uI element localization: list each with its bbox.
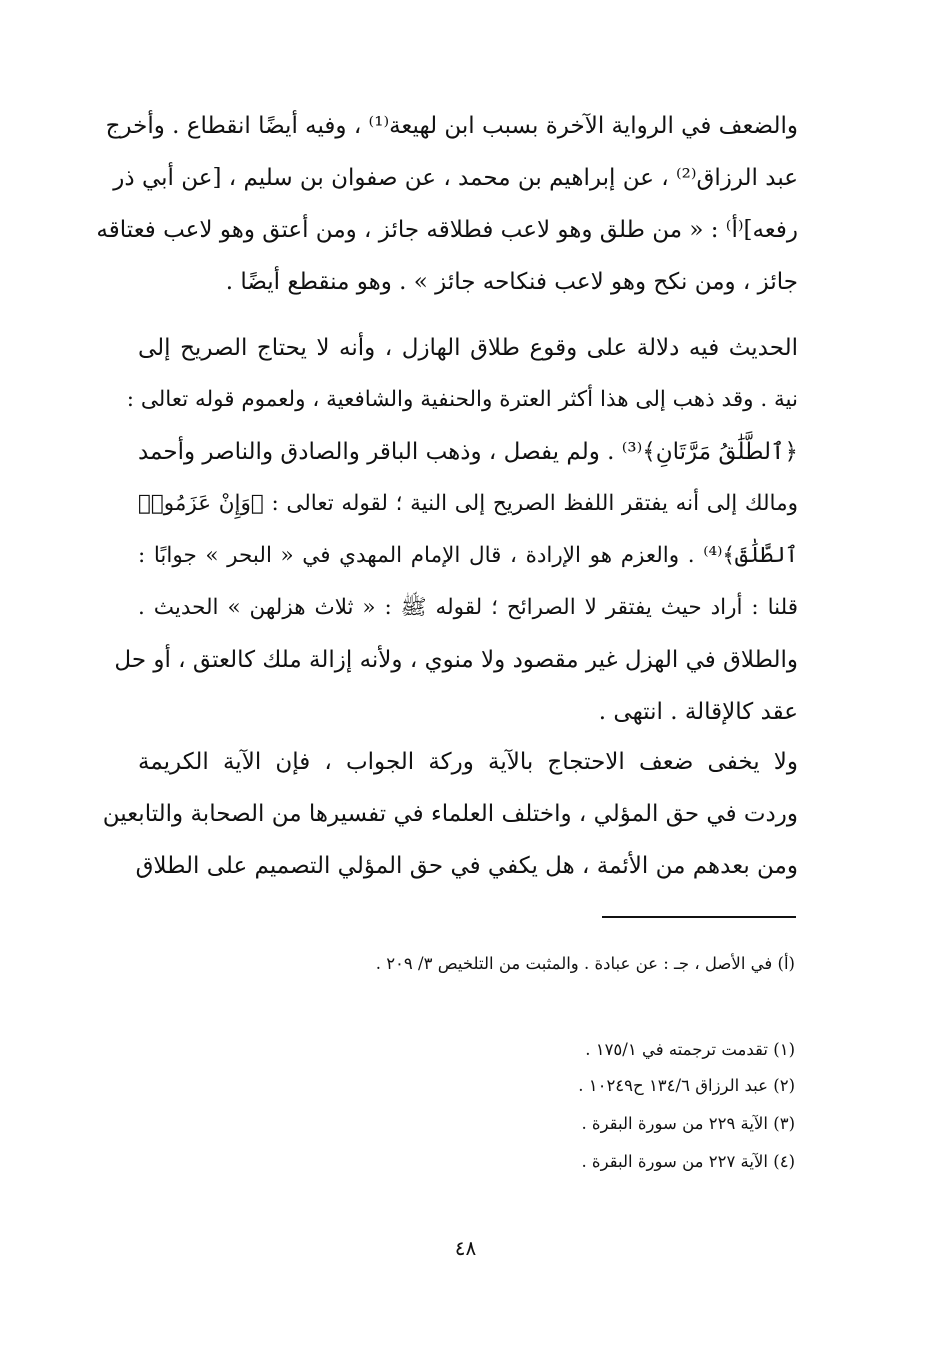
text-line: ومن بعدهم من الأئمة ، هل يكفي في حق المؤلي التصميم على الطلاق [135, 853, 798, 879]
body-paragraph-3 [102, 740, 798, 888]
text-line: رفعه]⁽أ⁾ : « من طلق وهو لاعب فطلاقه جائز ، ومن أعتق وهو لاعب فعتاقه [96, 217, 798, 243]
text-line: عبد الرزاق⁽²⁾ ، عن إبراهيم بن محمد ، عن صفوان بن سليم ، [عن أبي ذر [113, 165, 798, 191]
footnote-1: (١) تقدمت ترجمته في ١٧٥/١ . [585, 1040, 795, 1059]
text-line: ﴿ٱلطَّلَٰقُ مَرَّتَانِ﴾⁽³⁾ . ولم يفصل ، وذهب الباقر والصادق والناصر وأحمد [137, 439, 798, 465]
text-line: ٱلطَّلَٰقَ﴾⁽⁴⁾ . والعزم هو الإرادة ، قال الإمام المهدي في « البحر » جوابًا : [138, 543, 798, 568]
editor-note: (أ) في الأصل ، جـ : عن عبادة . والمثبت من التلخيص ٣/ ٢٠٩ . [375, 954, 795, 973]
footnote-2: (٢) عبد الرزاق ١٣٤/٦ ح١٠٢٤٩ . [578, 1076, 795, 1095]
page-number: ٤٨ [454, 1236, 477, 1260]
footnote-4: (٤) الآية ٢٢٧ من سورة البقرة . [581, 1152, 795, 1171]
text-line: نية . وقد ذهب إلى هذا أكثر العترة والحنفية والشافعية ، ولعموم قوله تعالى : [126, 387, 798, 412]
text-line: وردت في حق المؤلي ، واختلف العلماء في تفسيرها من الصحابة والتابعين [102, 801, 798, 827]
text-line: والضعف في الرواية الآخرة بسبب ابن لهيعة⁽¹⁾ ، وفيه أيضًا انقطاع . وأخرج [105, 113, 798, 139]
text-line: جائز ، ومن نكح وهو لاعب فنكاحه جائز » . وهو منقطع أيضًا . [225, 269, 798, 295]
footnote-3: (٣) الآية ٢٢٩ من سورة البقرة . [581, 1114, 795, 1133]
text-line: والطلاق في الهزل غير مقصود ولا منوي ، ولأنه إزالة ملك كالعتق ، أو حل [114, 647, 798, 673]
text-line: عقد كالإقالة . انتهى . [598, 699, 798, 725]
body-paragraph-1 [96, 104, 798, 300]
text-line: ولا يخفى ضعف الاحتجاج بالآية وركة الجواب ، فإن الآية الكريمة [138, 749, 798, 775]
text-line: الحديث فيه دلالة على وقوع طلاق الهازل ، وأنه لا يحتاج الصريح إلى [138, 335, 798, 361]
text-line: قلنا : أراد حيث يفتقر لا الصرائح ؛ لقوله ﷺ : « ثلاث هزلهن » الحديث . [138, 595, 798, 620]
body-paragraph-2 [114, 326, 798, 726]
text-line: ومالك إلى أنه يفتقر اللفظ الصريح إلى النية ؛ لقوله تعالى : ﴿وَإِنْ عَزَمُوا۟ [138, 491, 798, 516]
footnote-separator [602, 916, 796, 918]
